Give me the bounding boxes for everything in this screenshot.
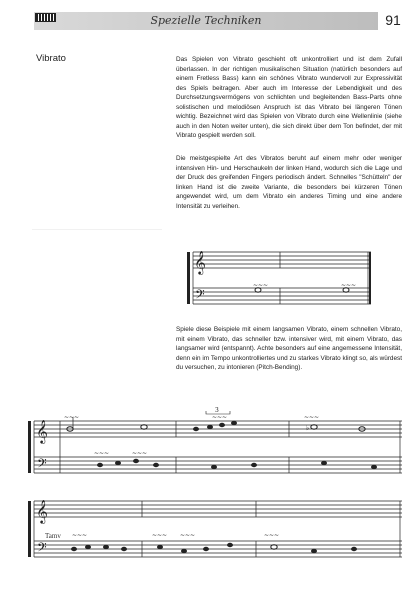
svg-text:𝄢: 𝄢 — [37, 540, 47, 558]
music-example-1 — [183, 248, 373, 308]
paragraph-exercise: Spiele diese Beispiele mit einem langsamen Vibrato, einem schnellen Vibrato, mit einem Vibrato, das schneller bzw. intensiver wird, mit einem Vibrato, das langsamer wird (entspannt). Achte besonders auf eine angemessene Intensität, denn ein im Tempo unkontrolliertes und zu starkes Vibrato klingt so, als würdest du versuchen, zu intonieren (Pitch-Bending). — [176, 326, 402, 371]
svg-text:~~~: ~~~ — [132, 450, 148, 457]
svg-text:𝄞: 𝄞 — [194, 250, 206, 274]
svg-text:𝄞: 𝄞 — [36, 419, 48, 443]
svg-text:~~~: ~~~ — [341, 282, 357, 289]
svg-text:~~~: ~~~ — [152, 532, 168, 539]
divider — [32, 229, 162, 230]
header-bar — [34, 12, 378, 30]
svg-text:~~~: ~~~ — [264, 532, 280, 539]
keyboard-logo-icon — [35, 13, 56, 22]
instrument-label: Tamv — [45, 532, 61, 540]
svg-text:~~~: ~~~ — [304, 414, 320, 421]
svg-text:~~~: ~~~ — [94, 450, 110, 457]
svg-text:𝄢: 𝄢 — [195, 287, 205, 305]
paragraph-intro: Das Spielen von Vibrato geschieht oft unkontrolliert und ist dem Zufall überlassen. In der richtigen musikalischen Situation (natürlich besonders auf einem Fretless Bass) kann ein schönes Vibrato wundervoll zur Expressivität des Spiels beitragen. Aber auch im Interesse der Lebendigkeit und des Durchsetzungsvermögens von schlichten und begleitenden Bass-Parts ohne solistischen und melodiösen Anspruch ist das Vibrato bei längeren Tönen wichtig. Bezeichnet wird das Spielen von Vibrato durch eine Wellenlinie (siehe auch in den Noten weiter unten), die sich direkt über dem Ton befindet, der mit Vibrato gespielt werden soll. — [176, 56, 402, 139]
header-title: Spezielle Techniken — [150, 14, 262, 27]
svg-text:𝄞: 𝄞 — [36, 499, 48, 523]
svg-text:~~~: ~~~ — [180, 532, 196, 539]
svg-text:𝄢: 𝄢 — [37, 456, 47, 474]
section-heading: Vibrato — [36, 53, 66, 64]
svg-text:~~~: ~~~ — [72, 532, 88, 539]
svg-text:~~~: ~~~ — [212, 414, 228, 421]
page-number: 91 — [385, 12, 401, 28]
music-example-2-system-2 — [24, 497, 404, 569]
svg-text:~~~: ~~~ — [253, 282, 269, 289]
paragraph-technique: Die meistgespielte Art des Vibratos beruht auf einem mehr oder weniger intensiven Hin- und Herschaukeln der linken Hand, wodurch sich die Lage und der Druck des greifenden Fingers periodisch ändert. Schnelles "Schütteln" der linken Hand ist die zweite Variante, die besonders bei kürzeren Tönen angewendet wird, um dem Vibrato ein anderes Timing und eine andere Intensität zu verleihen. — [176, 155, 402, 210]
svg-text:~~~: ~~~ — [64, 414, 80, 421]
svg-text:♭: ♭ — [306, 424, 310, 432]
triplet-mark: 3 — [215, 407, 219, 414]
music-example-2-system-1 — [24, 407, 404, 480]
